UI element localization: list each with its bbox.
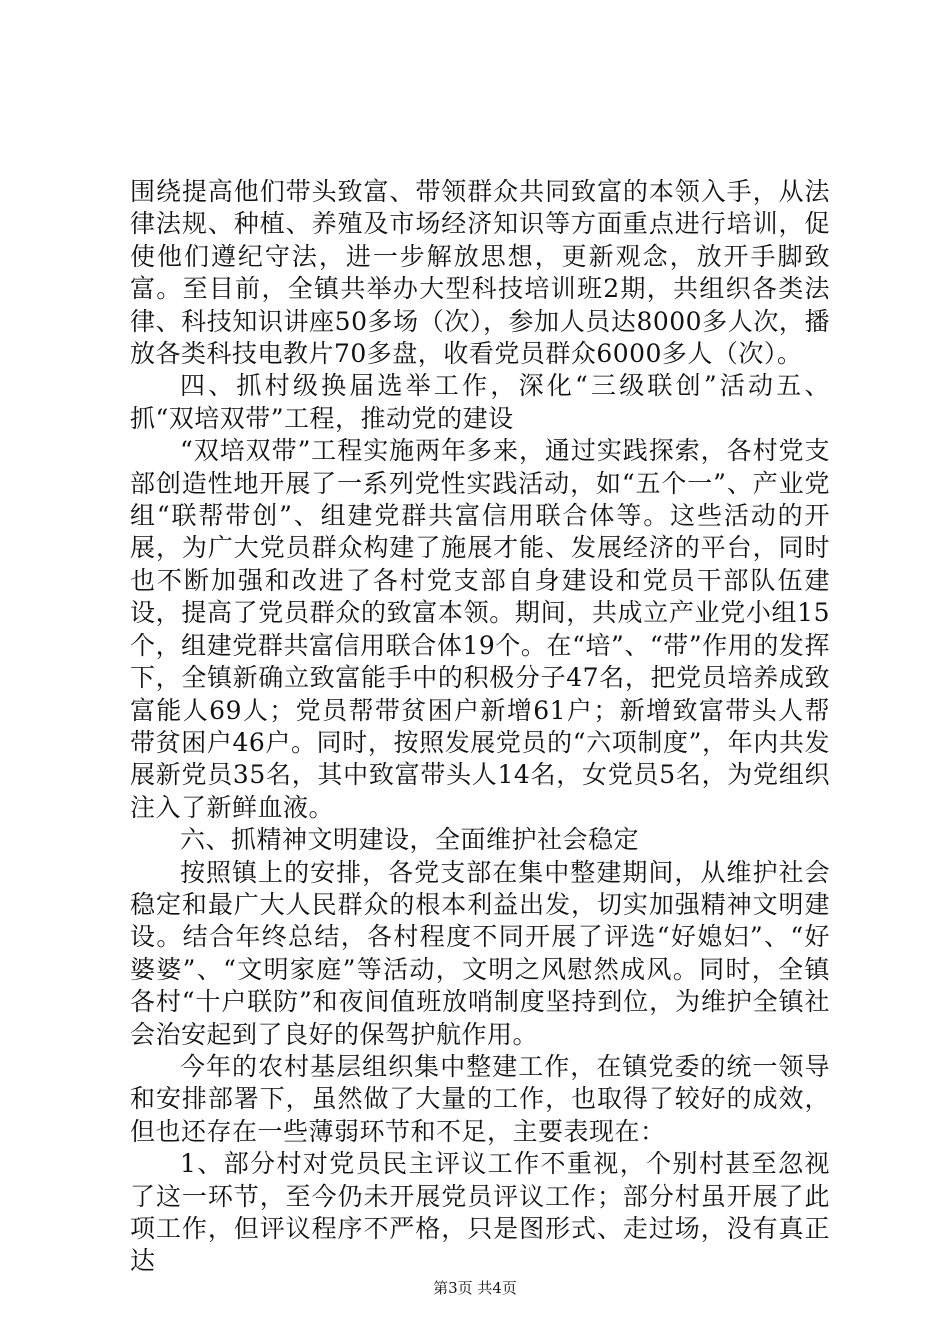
section-heading-elections: 四、抓村级换届选举工作，深化“三级联创”活动五、抓“双培双带”工程，推动党的建设 — [130, 371, 830, 433]
paragraph-training: 围绕提高他们带头致富、带领群众共同致富的本领入手，从法律法规、种植、养殖及市场经济知识等方面重点进行培训，促使他们遵纪守法，进一步解放思想，更新观念，放开手脚致富。至目前，全镇共举办大型科技培训班2期，共组织各类法律、科技知识讲座50多场（次），参加人员达8000多人次，播放各类科技电教片70多盘，收看党员群众6000多人（次）。 — [130, 177, 830, 369]
section-heading-civilization: 六、抓精神文明建设，全面维护社会稳定 — [180, 825, 640, 855]
paragraph-issue-1: 1、部分村对党员民主评议工作不重视，个别村甚至忽视了这一环节，至今仍未开展党员评议工作；部分村虽开展了此项工作，但评议程序不严格，只是图形式、走过场，没有真正达 — [130, 1149, 830, 1276]
paragraph-civilization: 按照镇上的安排，各党支部在集中整建期间，从维护社会稳定和最广大人民群众的根本利益出发，切实加强精神文明建设。结合年终总结，各村程度不同开展了评选“好媳妇”、“好婆婆”、“文明家庭”等活动，文明之风慰然成风。同时，全镇各村“十户联防”和夜间值班放哨制度坚持到位，为维护全镇社会治安起到了良好的保驾护航作用。 — [130, 857, 830, 1049]
page-footer: 第3页 共4页 — [433, 1279, 517, 1297]
paragraph-double-training: “双培双带”工程实施两年多来，通过实践探索，各村党支部创造性地开展了一系列党性实践活动，如“五个一”、产业党组“联帮带创”、组建党群共富信用联合体等。这些活动的开展，为广大党员群众构建了施展才能、发展经济的平台，同时也不断加强和改进了各村党支部自身建设和党员干部队伍建设，提高了党员群众的致富本领。期间，共成立产业党小组15个，组建党群共富信用联合体19个。在“培”、“带”作用的发挥下，全镇新确立致富能手中的积极分子47名，把党员培养成致富能人69人；党员帮带贫困户新增61户；新增致富带头人帮带贫困户46户。同时，按照发展党员的“六项制度”，年内共发展新党员35名，其中致富带头人14名，女党员5名，为党组织注入了新鲜血液。 — [130, 436, 830, 822]
paragraph-summary: 今年的农村基层组织集中整建工作，在镇党委的统一领导和安排部署下，虽然做了大量的工作，也取得了较好的成效，但也还存在一些薄弱环节和不足，主要表现在： — [130, 1051, 830, 1146]
document-body — [130, 176, 830, 1278]
